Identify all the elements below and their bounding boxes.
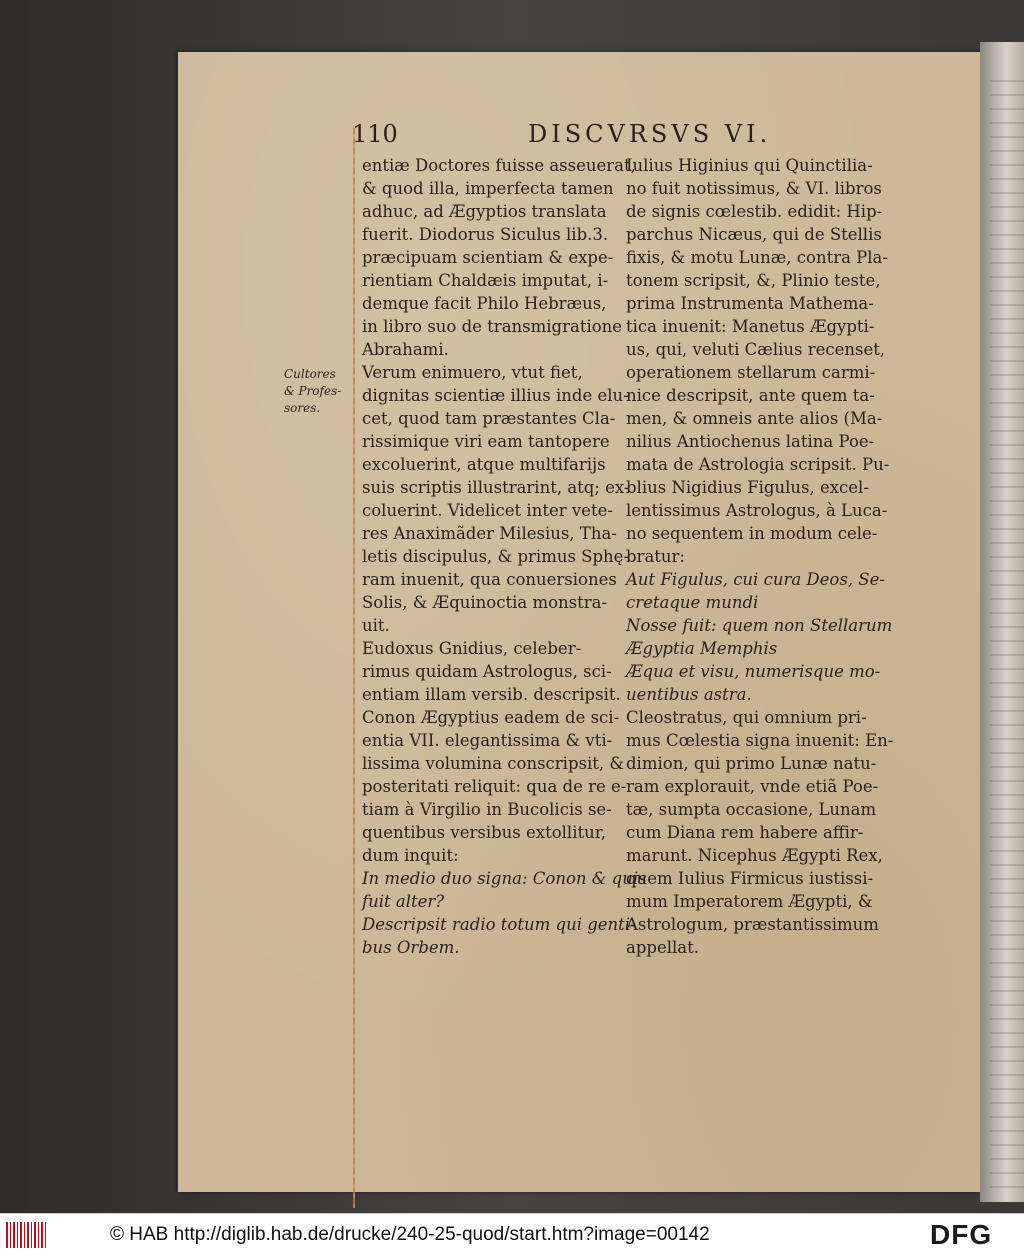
text-line: tiam à Virgilio in Bucolicis se- — [362, 800, 612, 819]
text-line: Verum enimuero, vtut fiet, — [362, 363, 583, 382]
text-line: rientiam Chaldæis imputat, i- — [362, 271, 609, 290]
text-line: fixis, & motu Lunæ, contra Pla- — [626, 248, 888, 267]
text-line: Æqua et visu, numerisque mo- — [626, 662, 881, 681]
text-line: dimion, qui primo Lunæ natu- — [626, 754, 877, 773]
text-line: cretaque mundi — [626, 593, 759, 612]
text-line: operationem stellarum carmi- — [626, 363, 876, 382]
text-line: lissima volumina conscripsit, & — [362, 754, 625, 773]
text-line: bus Orbem. — [362, 938, 460, 957]
text-line: quem Iulius Firmicus iustissi- — [626, 869, 874, 888]
text-line: Nosse fuit: quem non Stellarum — [626, 616, 893, 635]
text-line: no fuit notissimus, & VI. libros — [626, 179, 882, 198]
text-line: tonem scripsit, &, Plinio teste, — [626, 271, 881, 290]
text-line: entiæ Doctores fuisse asseuerat, — [362, 156, 636, 175]
text-line: marunt. Nicephus Ægypti Rex, — [626, 846, 883, 865]
text-line: nice descripsit, ante quem ta- — [626, 386, 875, 405]
text-line: Astrologum, præstantissimum — [626, 915, 879, 934]
margin-note-line: Cultores — [284, 367, 336, 381]
text-line: Ægyptia Memphis — [626, 639, 778, 658]
copyright-link[interactable]: © HAB http://diglib.hab.de/drucke/240-25-quod/start.htm?image=00142 — [110, 1224, 710, 1245]
left-text-column — [362, 154, 647, 959]
text-line: adhuc, ad Ægyptios translata — [362, 202, 607, 221]
next-page-text-shadow — [990, 80, 1024, 1200]
text-line: in libro suo de transmigratione — [362, 317, 623, 336]
text-line: appellat. — [626, 938, 699, 957]
text-line: ram inuenit, qua conuersiones — [362, 570, 617, 589]
text-line: nilius Antiochenus latina Poe- — [626, 432, 875, 451]
text-line: præcipuam scientiam & expe- — [362, 248, 614, 267]
text-line: mum Imperatorem Ægypti, & — [626, 892, 873, 911]
text-line: dum inquit: — [362, 846, 459, 865]
text-line: mata de Astrologia scripsit. Pu- — [626, 455, 890, 474]
page-gutter-strip — [353, 128, 355, 1208]
text-line: posteritati reliquit: qua de re e- — [362, 777, 627, 796]
hab-barcode-icon — [6, 1222, 46, 1248]
text-line: Descripsit radio totum qui genti- — [362, 915, 636, 934]
text-line: entia VII. elegantissima & vti- — [362, 731, 613, 750]
text-line: uit. — [362, 616, 390, 635]
text-line: prima Instrumenta Mathema- — [626, 294, 874, 313]
margin-note-line: sores. — [284, 401, 321, 415]
page-number: 110 — [352, 120, 398, 148]
text-line: de signis cœlestib. edidit: Hip- — [626, 202, 883, 221]
text-line: dignitas scientiæ illius inde elu- — [362, 386, 629, 405]
text-line: tica inuenit: Manetus Ægypti- — [626, 317, 875, 336]
text-line: Cleostratus, qui omnium pri- — [626, 708, 867, 727]
text-line: men, & omneis ante alios (Ma- — [626, 409, 883, 428]
text-line: fuit alter? — [362, 892, 445, 911]
text-line: Iulius Higinius qui Quinctilia- — [626, 156, 873, 175]
text-line: parchus Nicæus, qui de Stellis — [626, 225, 882, 244]
text-line: res Anaximãder Milesius, Tha- — [362, 524, 617, 543]
text-line: Abrahami. — [362, 340, 449, 359]
text-line: quentibus versibus extollitur, — [362, 823, 607, 842]
text-line: no sequentem in modum cele- — [626, 524, 878, 543]
text-line: rissimique viri eam tantopere — [362, 432, 610, 451]
text-line: Solis, & Æquinoctia monstra- — [362, 593, 608, 612]
text-line: entiam illam versib. descripsit. — [362, 685, 621, 704]
text-line: demque facit Philo Hebræus, — [362, 294, 607, 313]
running-head: DISCVRSVS VI. — [528, 120, 772, 148]
text-line: blius Nigidius Figulus, excel- — [626, 478, 869, 497]
text-line: cet, quod tam præstantes Cla- — [362, 409, 616, 428]
text-line: Eudoxus Gnidius, celeber- — [362, 639, 582, 658]
text-line: cum Diana rem habere affir- — [626, 823, 864, 842]
text-line: letis discipulus, & primus Sphę- — [362, 547, 630, 566]
text-line: Aut Figulus, cui cura Deos, Se- — [626, 570, 885, 589]
text-line: suis scriptis illustrarint, atq; ex- — [362, 478, 630, 497]
text-line: bratur: — [626, 547, 685, 566]
margin-note-line: & Profes- — [284, 384, 342, 398]
text-line: ram explorauit, vnde etiã Poe- — [626, 777, 879, 796]
dfg-logo: DFG — [930, 1219, 993, 1250]
text-line: In medio duo signa: Conon & quis — [362, 869, 647, 888]
margin-note — [284, 366, 356, 417]
text-line: fuerit. Diodorus Siculus lib.3. — [362, 225, 609, 244]
text-line: mus Cœlestia signa inuenit: En- — [626, 731, 894, 750]
text-line: uentibus astra. — [626, 685, 752, 704]
text-line: tæ, sumpta occasione, Lunam — [626, 800, 877, 819]
text-line: us, qui, veluti Cælius recenset, — [626, 340, 886, 359]
text-line: rimus quidam Astrologus, sci- — [362, 662, 612, 681]
text-line: excoluerint, atque multifarijs — [362, 455, 606, 474]
text-line: & quod illa, imperfecta tamen — [362, 179, 614, 198]
text-line: coluerint. Videlicet inter vete- — [362, 501, 613, 520]
text-line: Conon Ægyptius eadem de sci- — [362, 708, 620, 727]
text-line: lentissimus Astrologus, à Luca- — [626, 501, 888, 520]
footer-bar — [0, 1213, 1024, 1256]
right-text-column — [626, 154, 896, 959]
